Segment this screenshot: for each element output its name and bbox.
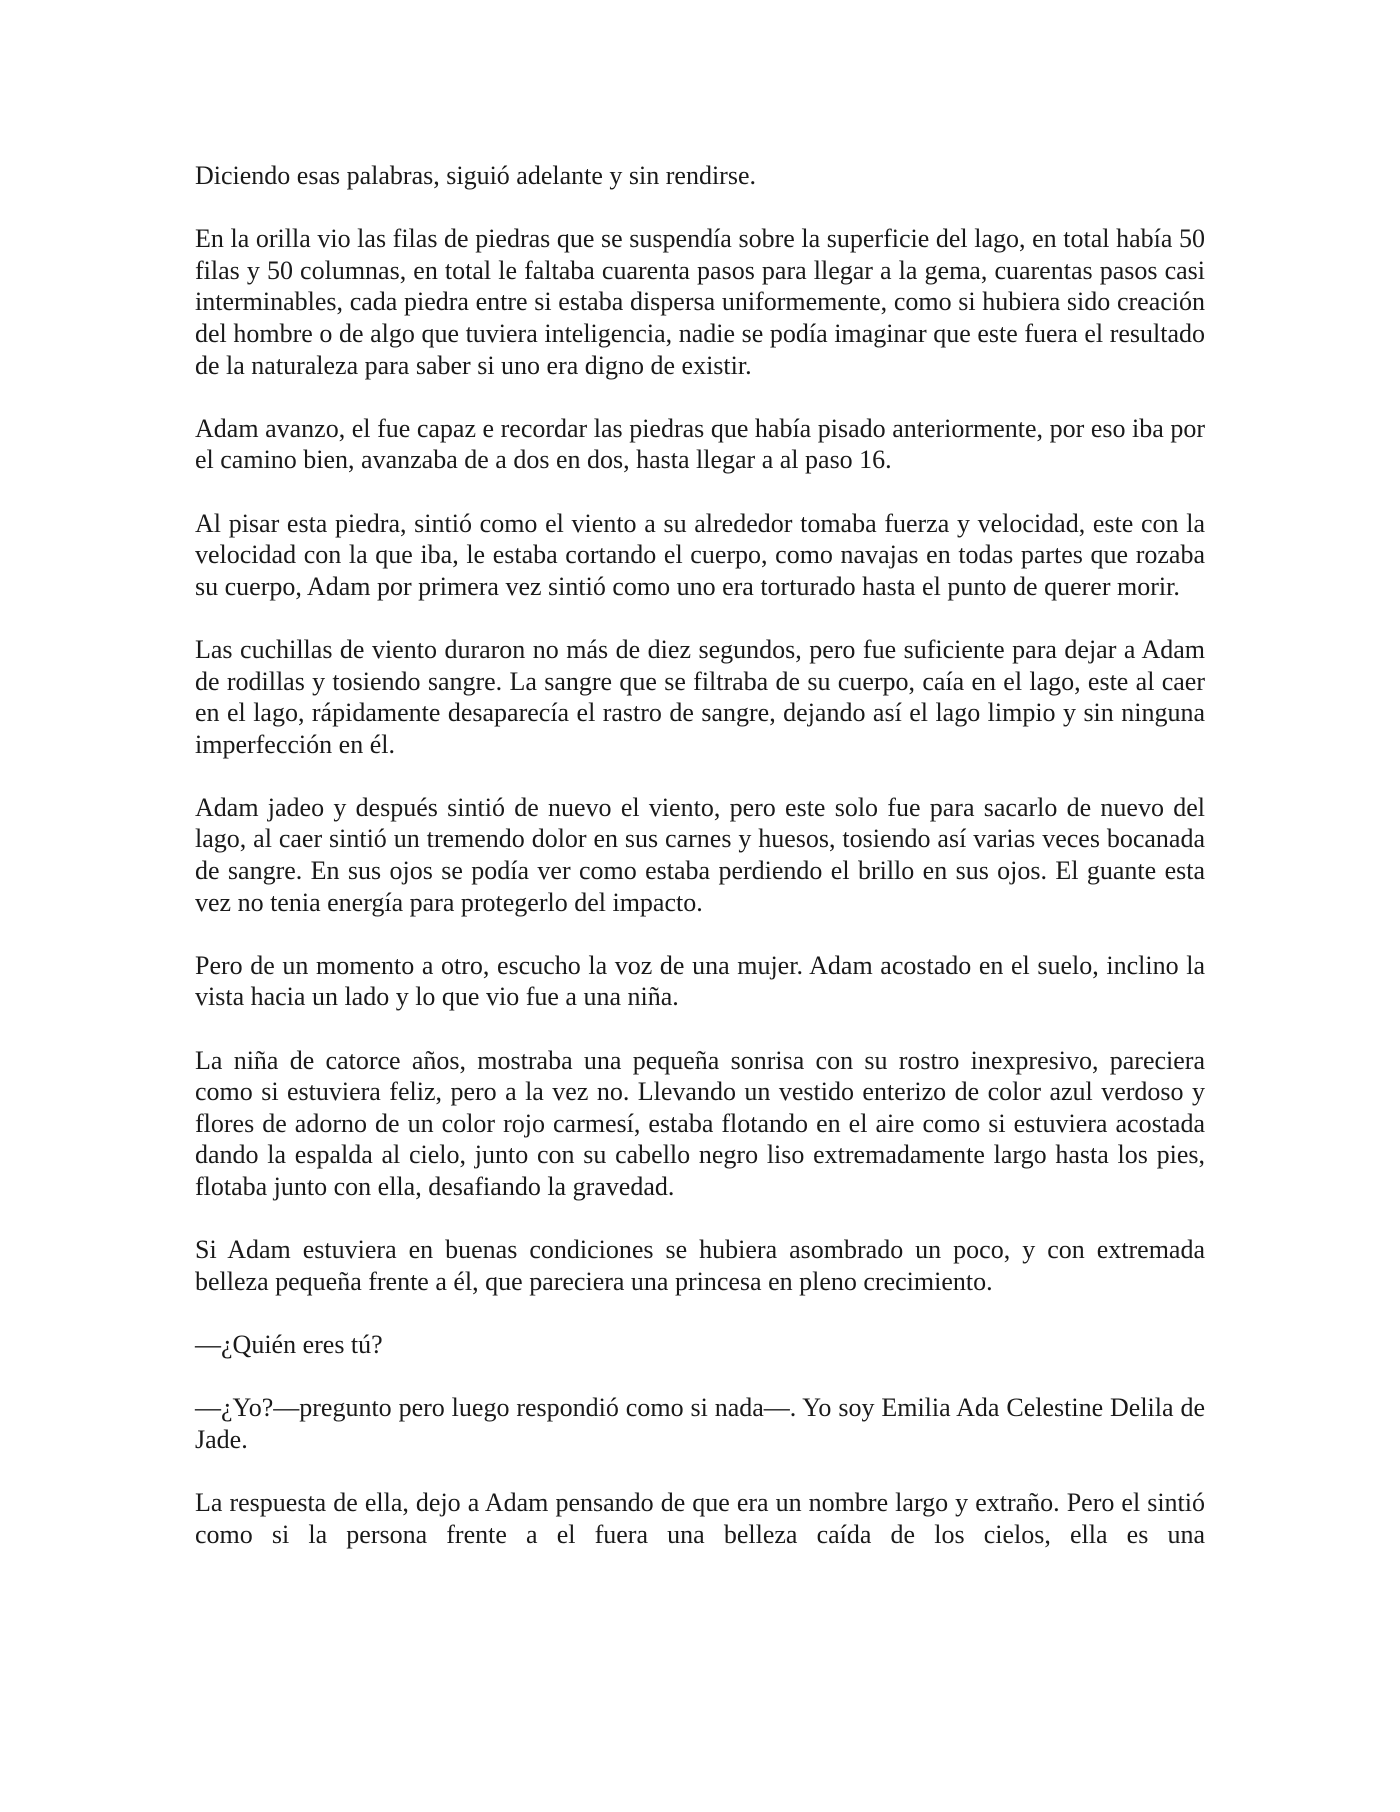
paragraph: Adam avanzo, el fue capaz e recordar las piedras que había pisado anteriormente, por eso iba por el camino bien, avanzaba de a dos en dos, hasta llegar a al paso 16. <box>195 413 1205 475</box>
page-text <box>195 160 1205 1550</box>
paragraph: La respuesta de ella, dejo a Adam pensando de que era un nombre largo y extraño. Pero el sintió como si la persona frente a el fuera una belleza caída de los cielos, ella es una <box>195 1487 1205 1549</box>
dialogue-line: —¿Yo?—pregunto pero luego respondió como si nada—. Yo soy Emilia Ada Celestine Delila de Jade. <box>195 1393 1205 1454</box>
dialogue-line: —¿Quién eres tú? <box>195 1329 383 1359</box>
paragraph: Al pisar esta piedra, sintió como el viento a su alrededor tomaba fuerza y velocidad, este con la velocidad con la que iba, le estaba cortando el cuerpo, como navajas en todas partes que rozaba su cuerpo, Adam por primera vez sintió como uno era torturado hasta el punto de querer morir. <box>195 508 1205 601</box>
paragraph: En la orilla vio las filas de piedras que se suspendía sobre la superficie del lago, en total había 50 filas y 50 columnas, en total le faltaba cuarenta pasos para llegar a la gema, cuarentas pasos casi interminables, cada piedra entre si estaba dispersa uniformemente, como si hubiera sido creación del hombre o de algo que tuviera inteligencia, nadie se podía imaginar que este fuera el resultado de la naturaleza para saber si uno era digno de existir. <box>195 224 1205 380</box>
paragraph: Pero de un momento a otro, escucho la voz de una mujer. Adam acostado en el suelo, inclino la vista hacia un lado y lo que vio fue a una niña. <box>195 950 1205 1012</box>
paragraph: Las cuchillas de viento duraron no más de diez segundos, pero fue suficiente para dejar a Adam de rodillas y tosiendo sangre. La sangre que se filtraba de su cuerpo, caía en el lago, este al caer en el lago, rápidamente desaparecía el rastro de sangre, dejando así el lago limpio y sin ninguna imperfección en él. <box>195 634 1205 759</box>
paragraph: Si Adam estuviera en buenas condiciones se hubiera asombrado un poco, y con extremada belleza pequeña frente a él, que pareciera una princesa en pleno crecimiento. <box>195 1235 1205 1296</box>
paragraph: Diciendo esas palabras, siguió adelante y sin rendirse. <box>195 161 756 190</box>
paragraph: Adam jadeo y después sintió de nuevo el viento, pero este solo fue para sacarlo de nuevo del lago, al caer sintió un tremendo dolor en sus carnes y huesos, tosiendo así varias veces bocanada de sangre. En sus ojos se podía ver como estaba perdiendo el brillo en sus ojos. El guante esta vez no tenia energía para protegerlo del impacto. <box>195 792 1205 917</box>
paragraph: La niña de catorce años, mostraba una pequeña sonrisa con su rostro inexpresivo, pareciera como si estuviera feliz, pero a la vez no. Llevando un vestido enterizo de color azul verdoso y flores de adorno de un color rojo carmesí, estaba flotando en el aire como si estuviera acostada dando la espalda al cielo, junto con su cabello negro liso extremadamente largo hasta los pies, flotaba junto con ella, desafiando la gravedad. <box>195 1045 1205 1201</box>
